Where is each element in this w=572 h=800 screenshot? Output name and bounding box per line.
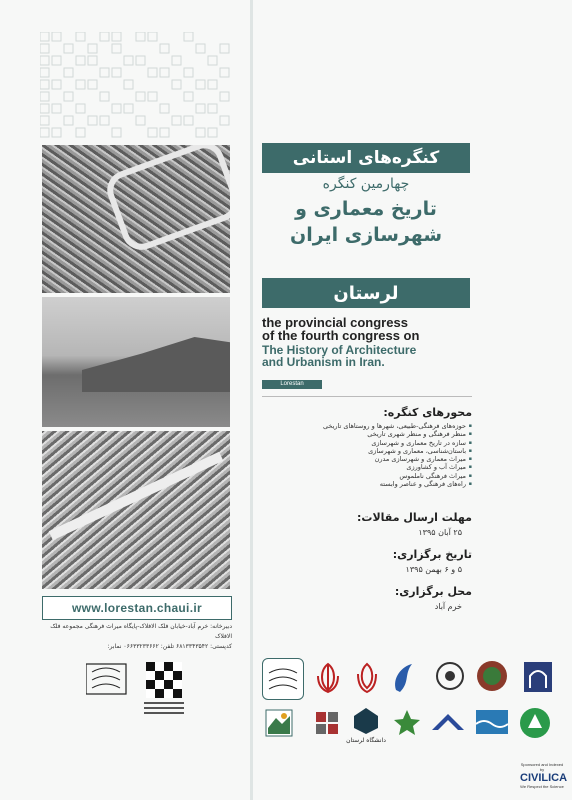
deadline-heading: مهلت ارسال مقالات: [357,511,472,524]
subtitle: چهارمین کنگره [322,176,410,192]
organizer-logos [86,660,226,730]
event-date-value: ۵ و ۶ بهمن ۱۳۹۵ [405,565,462,574]
main-title [262,196,470,248]
vertical-divider [250,0,253,800]
venue-value: خرم آباد [434,602,462,611]
address-line-2: کدپستی: ۶۸۱۳۳۴۳۵۴۲ تلفن: ۰۶۶۳۳۲۳۳۶۶۲ نمابر: [107,643,232,650]
topics-heading: محورهای کنگره: [383,406,472,419]
topics-list [262,422,472,488]
province-tag: Lorestan [262,380,322,389]
green-star-logo [392,708,422,738]
topic-item: ▪ باستان‌شناسی، معماری و شهرسازی [262,447,472,455]
topic-item: ▪ حوزه‌های فرهنگی-طبیعی، شهرها و روستاهای تاریخی [262,422,472,430]
sponsor-line-1: Sponsored and Indexed by [520,762,564,772]
english-title-1 [262,316,472,342]
blue-roof-logo [430,708,466,738]
box-title: کنگره‌های استانی [292,148,440,168]
civilica-sponsor[interactable] [520,762,568,790]
aerial-city-photo-2 [42,431,230,589]
province-banner [262,278,470,308]
english-line-3: The History of Architecture [262,343,417,357]
divider [262,396,472,397]
main-title-line-1: تاریخ معماری و [295,198,437,220]
topic-item: ▪ میراث معماری و شهرسازی مدرن [262,455,472,463]
mosque-logo [520,658,556,698]
iran-emblem-logo [310,660,346,696]
english-line-1: the provincial congress [262,315,408,330]
english-title-2 [262,344,472,368]
sponsor-line-3: We Respect the Science [520,784,564,789]
ministry-logo-left [86,664,126,694]
venue-heading: محل برگزاری: [394,585,472,598]
sponsor-name[interactable]: CIVILICA [520,772,568,784]
red-grid-logo [312,708,342,738]
website-text[interactable]: www.lorestan.chaui.ir [72,601,202,615]
title-banner [262,143,470,173]
topic-item: ▪ سازه در تاریخ معماری و شهرسازی [262,439,472,447]
lorestan-university-caption: دانشگاه لرستان [346,737,386,744]
environment-logo [518,706,552,740]
water-logo [474,708,510,738]
municipality-logo [474,658,510,698]
emblem-logo-2 [352,660,382,696]
decorative-grid-pattern [40,32,230,142]
topic-item: ▪ میراث آب و کشاورزی [262,463,472,471]
lorestan-university-logo [350,706,382,736]
aerial-city-photo [42,145,230,293]
event-date-heading: تاریخ برگزاری: [392,548,472,561]
blue-ribbon-logo [390,660,418,696]
province-title: لرستان [333,282,399,304]
address-line-1: دبیرخانه: خرم آباد-خیابان فلک الافلاک-پایگاه میراث فرهنگی مجموعه فلک الافلاک [50,623,232,640]
english-line-2: of the fourth congress on [262,328,420,343]
website-link[interactable] [42,596,232,620]
english-line-4: and Urbanism in Iran. [262,355,385,369]
ruins-photo [42,297,230,427]
deadline-value: ۲۵ آبان ۱۳۹۵ [418,528,462,537]
topic-item: ▪ منظر فرهنگی و منظر شهری تاریخی [262,430,472,438]
topic-item: ▪ راه‌های فرهنگی و عناصر وابسته [262,480,472,488]
topic-item: ▪ میراث فرهنگی ناملموس [262,472,472,480]
university-logo [430,658,470,698]
address-block [38,622,232,652]
nature-logo [264,708,294,738]
chaui-logo [144,662,184,714]
ministry-logo [262,658,304,700]
main-title-line-2: شهرسازی ایران [289,224,443,246]
